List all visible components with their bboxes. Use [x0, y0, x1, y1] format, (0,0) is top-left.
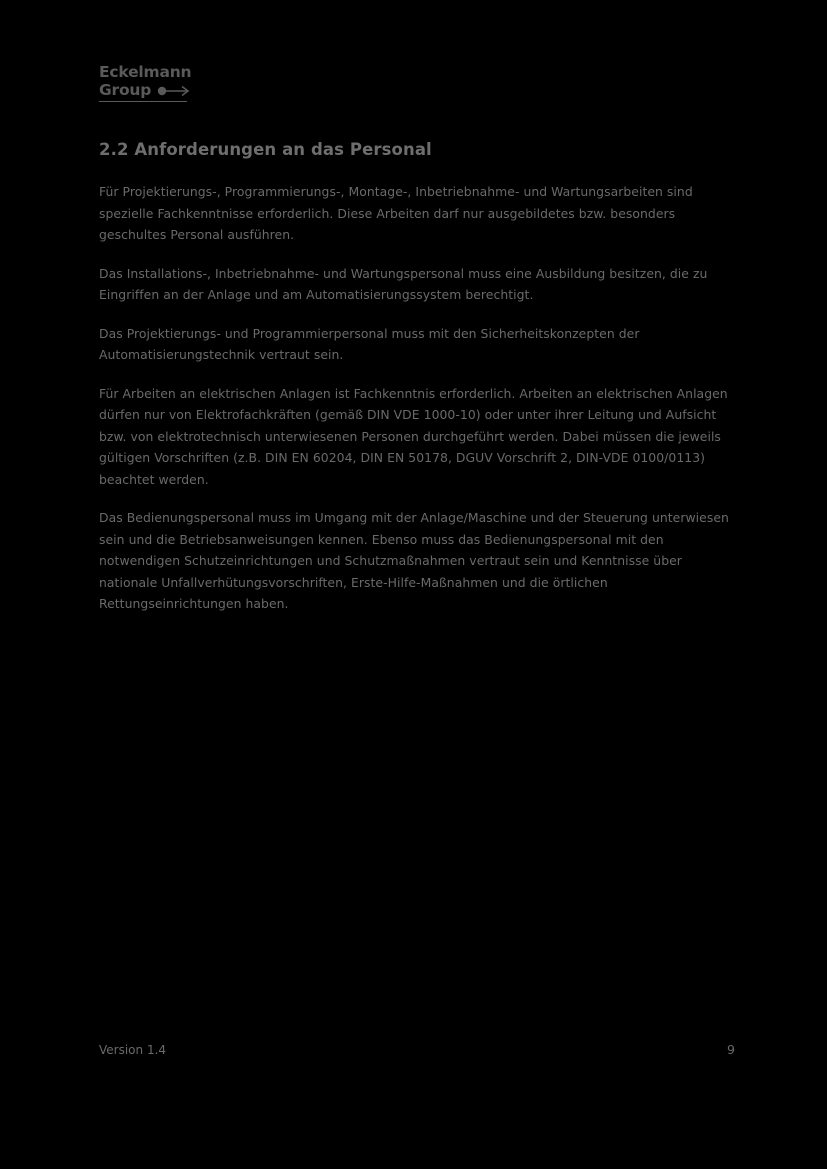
paragraph: Für Projektierungs-, Programmierungs-, Montage-, Inbetriebnahme- und Wartungsarbeiten sind spezielle Fachkenntnisse erforderlich. Diese Arbeiten darf nur ausgebildetes bzw. besonders geschultes Personal ausführen. [99, 184, 693, 242]
logo-text-eckelmann: Eckelmann [99, 63, 192, 81]
paragraph: Das Installations-, Inbetriebnahme- und Wartungspersonal muss eine Ausbildung besitzen, die zu Eingriffen an der Anlage und am Automatisierungssystem berechtigt. [99, 265, 708, 302]
page-title: 2.2 Anforderungen an das Personal [99, 140, 432, 159]
paragraph: Das Projektierungs- und Programmierpersonal muss mit den Sicherheitskonzepten der Automatisierungstechnik vertraut sein. [99, 325, 640, 362]
arrow-right-icon [157, 85, 191, 97]
company-logo [99, 63, 192, 102]
footer-page-number: 9 [727, 1042, 735, 1057]
logo-text-group: Group [99, 81, 152, 99]
paragraph: Das Bedienungspersonal muss im Umgang mit der Anlage/Maschine und der Steuerung unterwiesen sein und die Betriebsanweisungen kennen. Ebenso muss das Bedienungspersonal mit den notwendigen Schutzeinrichtungen und Schutzmaßnahmen vertraut sein und Kenntnisse über nationale Unfallverhütungsvorschriften, Erste-Hilfe-Maßnahmen und die örtlichen Rettungseinrichtungen haben. [99, 510, 729, 611]
document-content [99, 140, 735, 632]
page-footer [99, 1042, 735, 1057]
paragraph: Für Arbeiten an elektrischen Anlagen ist Fachkenntnis erforderlich. Arbeiten an elektrischen Anlagen dürfen nur von Elektrofachkräften (gemäß DIN VDE 1000-10) oder unter ihrer Leitung und Aufsicht bzw. von elektrotechnisch unterwiesenen Personen durchgeführt werden. Dabei müssen die jeweils gültigen Vorschriften (z.B. DIN EN 60204, DIN EN 50178, DGUV Vorschrift 2, DIN-VDE 0100/0113) beachtet werden. [99, 385, 728, 487]
logo-underline [99, 101, 187, 102]
footer-version: Version 1.4 [99, 1043, 167, 1057]
